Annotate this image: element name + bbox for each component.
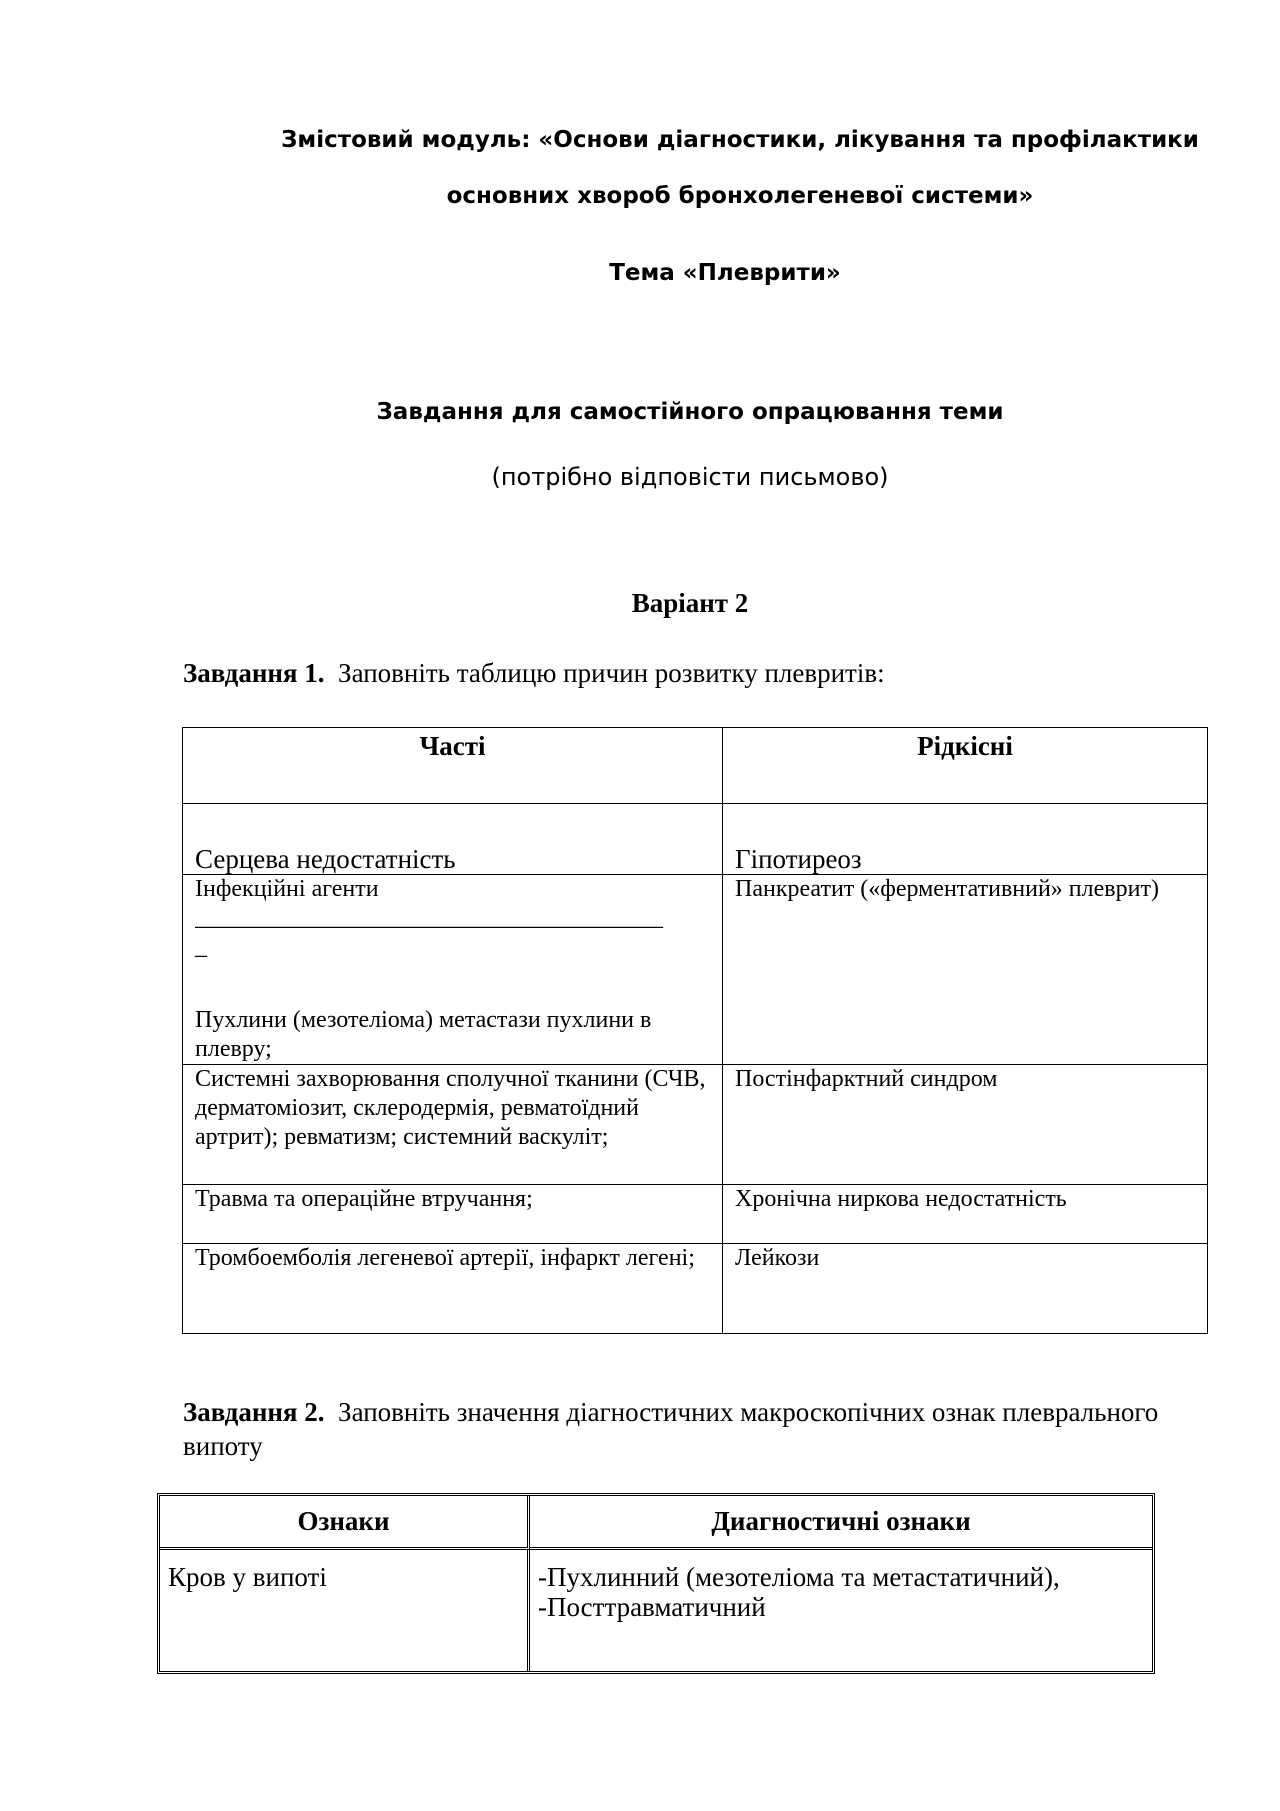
tasks-heading: Завдання для самостійного опрацювання теми bbox=[376, 399, 1004, 425]
tasks-note: (потрібно відповісти письмово) bbox=[491, 463, 889, 491]
topic-title: Тема «Плеврити» bbox=[609, 260, 841, 286]
signs-table bbox=[157, 1493, 1155, 1674]
spacer bbox=[195, 962, 710, 1006]
variant-title: Варіант 2 bbox=[631, 588, 749, 618]
cell-text: -Пухлинний (мезотеліома та метастатичний), bbox=[538, 1562, 1060, 1592]
cell-rare: Панкреатит («ферментативний» плеврит) bbox=[723, 875, 1208, 1065]
cell-common bbox=[183, 875, 723, 1065]
task-1-text: Заповніть таблицю причин розвитку плевритів: bbox=[338, 658, 885, 688]
cell-text: -Посттравматичний bbox=[538, 1592, 766, 1622]
table-row bbox=[183, 1185, 1208, 1244]
cell-rare: Хронічна ниркова недостатність bbox=[723, 1185, 1208, 1244]
causes-table bbox=[182, 727, 1208, 1334]
task-2-text: Заповніть значення діагностичних макроскопічних ознак плеврального випоту bbox=[183, 1397, 1159, 1461]
cell-text: Пухлини (мезотеліома) метастази пухлини в плевру; bbox=[195, 1007, 652, 1062]
column-header-rare: Рідкісні bbox=[723, 728, 1208, 804]
causes-table-header bbox=[183, 728, 1208, 804]
column-header-diagnostic: Диагностичні ознаки bbox=[530, 1496, 1152, 1550]
column-header-signs: Ознаки bbox=[160, 1496, 530, 1550]
cell-rare: Постінфарктний синдром bbox=[723, 1065, 1208, 1185]
module-title-line-1: Змістовий модуль: «Основи діагностики, лікування та профілактики bbox=[281, 127, 1199, 153]
task-2-label: Завдання 2. bbox=[183, 1397, 325, 1427]
signs-table-header bbox=[160, 1496, 1152, 1550]
table-row bbox=[183, 1065, 1208, 1185]
cell-common: Системні захворювання сполучної тканини (СЧВ, дерматоміозит, склеродермія, ревматоїдний артрит); ревматизм; системний васкуліт; bbox=[183, 1065, 723, 1185]
table-row bbox=[183, 875, 1208, 1065]
table-row bbox=[183, 804, 1208, 875]
cell-diagnostic bbox=[530, 1550, 1152, 1671]
cell-common: Травма та операційне втручання; bbox=[183, 1185, 723, 1244]
task-1-statement bbox=[183, 656, 1213, 690]
task-1-label: Завдання 1. bbox=[183, 658, 325, 688]
module-title-line-2: основних хвороб бронхолегеневої системи» bbox=[446, 183, 1034, 209]
answer-blank-dash: _ bbox=[195, 934, 207, 960]
cell-rare: Гіпотиреоз bbox=[723, 804, 1208, 875]
table-row bbox=[183, 1244, 1208, 1334]
column-header-common: Часті bbox=[183, 728, 723, 804]
cell-common: Серцева недостатність bbox=[183, 804, 723, 875]
cell-text: Інфекційні агенти bbox=[195, 876, 379, 902]
answer-blank-line: _______________________________________ bbox=[195, 905, 663, 931]
table-row bbox=[160, 1550, 1152, 1671]
cell-sign: Кров у випоті bbox=[160, 1550, 530, 1671]
cell-rare: Лейкози bbox=[723, 1244, 1208, 1334]
cell-common: Тромбоемболія легеневої артерії, інфаркт легені; bbox=[183, 1244, 723, 1334]
task-2-statement bbox=[183, 1395, 1183, 1463]
